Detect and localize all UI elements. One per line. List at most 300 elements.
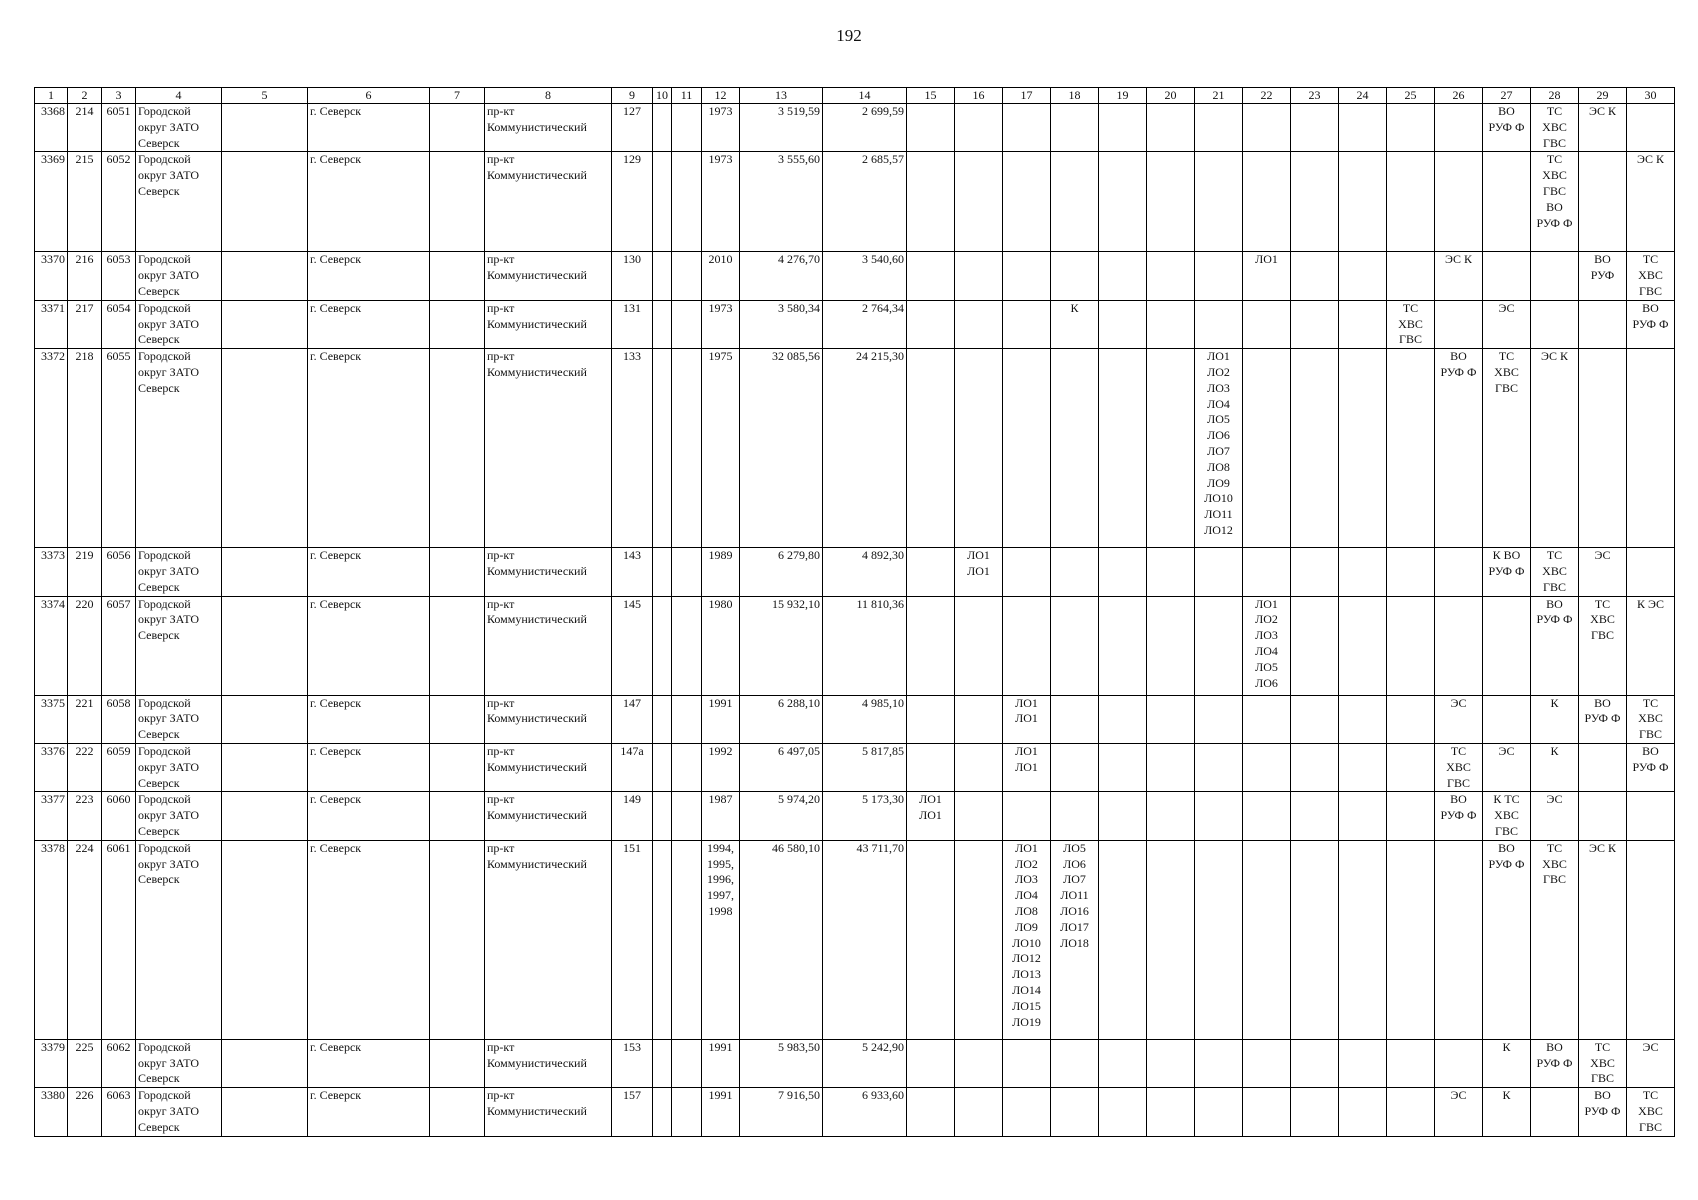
cell-col-3: 6054 [102,300,136,348]
cell-col-14: 5 242,90 [823,1039,907,1087]
cell-col-19 [1099,548,1147,596]
cell-col-24 [1339,104,1387,152]
cell-col-8: пр-кт Коммунистический [485,695,612,743]
cell-col-3: 6056 [102,548,136,596]
table-row [35,743,1675,791]
cell-col-25 [1387,596,1435,695]
table-row [35,300,1675,348]
cell-col-16 [955,840,1003,1039]
cell-col-26: ЭС [1435,1088,1483,1136]
cell-col-2: 215 [68,152,102,252]
column-header-20: 20 [1147,88,1195,104]
cell-col-19 [1099,1039,1147,1087]
cell-col-26 [1435,300,1483,348]
cell-col-23 [1291,300,1339,348]
cell-col-14: 5 817,85 [823,743,907,791]
cell-col-2: 223 [68,792,102,840]
cell-col-22 [1243,840,1291,1039]
cell-col-5 [222,1088,308,1136]
cell-col-1: 3372 [35,349,68,548]
cell-col-1: 3370 [35,252,68,300]
cell-col-16 [955,1088,1003,1136]
cell-col-7 [430,152,485,252]
cell-col-26: ЭС К [1435,252,1483,300]
cell-col-30 [1627,349,1675,548]
column-header-29: 29 [1579,88,1627,104]
cell-col-27: К [1483,1039,1531,1087]
column-header-27: 27 [1483,88,1531,104]
cell-col-3: 6055 [102,349,136,548]
cell-col-23 [1291,596,1339,695]
cell-col-22 [1243,1088,1291,1136]
cell-col-10 [653,252,672,300]
cell-col-20 [1147,349,1195,548]
cell-col-9: 143 [612,548,653,596]
column-header-15: 15 [907,88,955,104]
cell-col-27 [1483,596,1531,695]
cell-col-22 [1243,792,1291,840]
cell-col-14: 4 892,30 [823,548,907,596]
cell-col-20 [1147,840,1195,1039]
cell-col-19 [1099,1088,1147,1136]
cell-col-6: г. Северск [308,743,430,791]
cell-col-5 [222,152,308,252]
cell-col-4: Городской округ ЗАТО Северск [136,743,222,791]
cell-col-8: пр-кт Коммунистический [485,792,612,840]
cell-col-5 [222,300,308,348]
cell-col-4: Городской округ ЗАТО Северск [136,252,222,300]
cell-col-24 [1339,840,1387,1039]
cell-col-15 [907,349,955,548]
cell-col-21 [1195,548,1243,596]
cell-col-7 [430,252,485,300]
cell-col-5 [222,743,308,791]
cell-col-18 [1051,743,1099,791]
cell-col-3: 6053 [102,252,136,300]
cell-col-6: г. Северск [308,1088,430,1136]
cell-col-18 [1051,252,1099,300]
cell-col-19 [1099,152,1147,252]
cell-col-23 [1291,152,1339,252]
cell-col-26: ТС ХВС ГВС [1435,743,1483,791]
cell-col-12: 1980 [702,596,740,695]
cell-col-27 [1483,252,1531,300]
cell-col-25 [1387,695,1435,743]
column-header-14: 14 [823,88,907,104]
cell-col-29: ТС ХВС ГВС [1579,596,1627,695]
cell-col-16 [955,596,1003,695]
cell-col-1: 3378 [35,840,68,1039]
cell-col-27: ЭС [1483,743,1531,791]
cell-col-27: ТС ХВС ГВС [1483,349,1531,548]
cell-col-4: Городской округ ЗАТО Северск [136,1088,222,1136]
cell-col-28: ВО РУФ Ф [1531,1039,1579,1087]
cell-col-28: ТС ХВС ГВС ВО РУФ Ф [1531,152,1579,252]
cell-col-30: ЭС [1627,1039,1675,1087]
cell-col-10 [653,792,672,840]
cell-col-4: Городской округ ЗАТО Северск [136,792,222,840]
cell-col-20 [1147,1039,1195,1087]
cell-col-11 [672,104,702,152]
cell-col-23 [1291,1039,1339,1087]
cell-col-6: г. Северск [308,349,430,548]
cell-col-14: 43 711,70 [823,840,907,1039]
cell-col-3: 6052 [102,152,136,252]
cell-col-30: ТС ХВС ГВС [1627,252,1675,300]
cell-col-17 [1003,1088,1051,1136]
cell-col-13: 3 580,34 [740,300,823,348]
cell-col-25 [1387,792,1435,840]
cell-col-30: ТС ХВС ГВС [1627,695,1675,743]
cell-col-21 [1195,743,1243,791]
cell-col-29: ЭС К [1579,840,1627,1039]
column-header-6: 6 [308,88,430,104]
cell-col-14: 6 933,60 [823,1088,907,1136]
cell-col-19 [1099,349,1147,548]
cell-col-9: 127 [612,104,653,152]
cell-col-9: 145 [612,596,653,695]
cell-col-1: 3374 [35,596,68,695]
cell-col-11 [672,300,702,348]
cell-col-30: ВО РУФ Ф [1627,743,1675,791]
cell-col-11 [672,548,702,596]
cell-col-23 [1291,695,1339,743]
cell-col-28: ТС ХВС ГВС [1531,548,1579,596]
register-table [34,87,1675,1137]
cell-col-28: ЭС [1531,792,1579,840]
column-header-13: 13 [740,88,823,104]
cell-col-30 [1627,792,1675,840]
cell-col-13: 46 580,10 [740,840,823,1039]
table-row [35,792,1675,840]
cell-col-25 [1387,252,1435,300]
cell-col-2: 216 [68,252,102,300]
cell-col-7 [430,548,485,596]
cell-col-22 [1243,548,1291,596]
table-row [35,548,1675,596]
cell-col-12: 1991 [702,695,740,743]
cell-col-17 [1003,1039,1051,1087]
cell-col-18: К [1051,300,1099,348]
cell-col-28: К [1531,695,1579,743]
table-row [35,840,1675,1039]
cell-col-1: 3369 [35,152,68,252]
cell-col-5 [222,104,308,152]
cell-col-24 [1339,1088,1387,1136]
column-header-8: 8 [485,88,612,104]
cell-col-29: ТС ХВС ГВС [1579,1039,1627,1087]
cell-col-26: ЭС [1435,695,1483,743]
cell-col-14: 11 810,36 [823,596,907,695]
cell-col-14: 24 215,30 [823,349,907,548]
cell-col-15 [907,252,955,300]
cell-col-6: г. Северск [308,596,430,695]
cell-col-9: 133 [612,349,653,548]
cell-col-28: К [1531,743,1579,791]
cell-col-30 [1627,104,1675,152]
cell-col-30 [1627,548,1675,596]
cell-col-24 [1339,743,1387,791]
cell-col-7 [430,596,485,695]
cell-col-15 [907,695,955,743]
cell-col-15 [907,548,955,596]
cell-col-10 [653,1039,672,1087]
cell-col-12: 1987 [702,792,740,840]
cell-col-29 [1579,792,1627,840]
cell-col-1: 3380 [35,1088,68,1136]
cell-col-28 [1531,1088,1579,1136]
cell-col-27: К ВО РУФ Ф [1483,548,1531,596]
column-header-17: 17 [1003,88,1051,104]
column-header-12: 12 [702,88,740,104]
cell-col-13: 5 983,50 [740,1039,823,1087]
table-row [35,1088,1675,1136]
cell-col-13: 3 519,59 [740,104,823,152]
cell-col-17: ЛО1 ЛО1 [1003,695,1051,743]
cell-col-19 [1099,695,1147,743]
cell-col-6: г. Северск [308,300,430,348]
cell-col-25 [1387,548,1435,596]
cell-col-11 [672,596,702,695]
cell-col-15 [907,152,955,252]
cell-col-4: Городской округ ЗАТО Северск [136,695,222,743]
cell-col-11 [672,743,702,791]
cell-col-14: 2 764,34 [823,300,907,348]
cell-col-12: 1992 [702,743,740,791]
cell-col-27 [1483,695,1531,743]
cell-col-9: 130 [612,252,653,300]
cell-col-13: 32 085,56 [740,349,823,548]
cell-col-12: 1994, 1995, 1996, 1997, 1998 [702,840,740,1039]
cell-col-11 [672,152,702,252]
cell-col-26 [1435,152,1483,252]
cell-col-16 [955,349,1003,548]
cell-col-15 [907,104,955,152]
cell-col-24 [1339,596,1387,695]
column-header-11: 11 [672,88,702,104]
cell-col-27: К ТС ХВС ГВС [1483,792,1531,840]
cell-col-13: 15 932,10 [740,596,823,695]
cell-col-24 [1339,300,1387,348]
cell-col-4: Городской округ ЗАТО Северск [136,1039,222,1087]
cell-col-19 [1099,792,1147,840]
cell-col-10 [653,349,672,548]
cell-col-20 [1147,300,1195,348]
cell-col-7 [430,792,485,840]
table-row [35,252,1675,300]
cell-col-23 [1291,743,1339,791]
cell-col-6: г. Северск [308,695,430,743]
cell-col-2: 221 [68,695,102,743]
cell-col-7 [430,104,485,152]
cell-col-18 [1051,1088,1099,1136]
cell-col-13: 6 279,80 [740,548,823,596]
cell-col-8: пр-кт Коммунистический [485,104,612,152]
cell-col-7 [430,349,485,548]
cell-col-9: 153 [612,1039,653,1087]
cell-col-16 [955,695,1003,743]
cell-col-29 [1579,300,1627,348]
cell-col-25 [1387,840,1435,1039]
cell-col-1: 3371 [35,300,68,348]
cell-col-3: 6059 [102,743,136,791]
cell-col-27 [1483,152,1531,252]
cell-col-7 [430,840,485,1039]
cell-col-25: ТС ХВС ГВС [1387,300,1435,348]
cell-col-2: 217 [68,300,102,348]
cell-col-6: г. Северск [308,792,430,840]
cell-col-30: ЭС К [1627,152,1675,252]
cell-col-26 [1435,548,1483,596]
cell-col-23 [1291,1088,1339,1136]
cell-col-11 [672,1039,702,1087]
cell-col-28: ТС ХВС ГВС [1531,104,1579,152]
cell-col-20 [1147,548,1195,596]
column-header-5: 5 [222,88,308,104]
table-row [35,152,1675,252]
cell-col-11 [672,349,702,548]
cell-col-13: 4 276,70 [740,252,823,300]
cell-col-1: 3379 [35,1039,68,1087]
cell-col-19 [1099,104,1147,152]
cell-col-9: 147а [612,743,653,791]
cell-col-24 [1339,349,1387,548]
cell-col-15: ЛО1 ЛО1 [907,792,955,840]
cell-col-17 [1003,548,1051,596]
cell-col-28: ТС ХВС ГВС [1531,840,1579,1039]
cell-col-9: 147 [612,695,653,743]
cell-col-4: Городской округ ЗАТО Северск [136,104,222,152]
cell-col-20 [1147,596,1195,695]
cell-col-17 [1003,152,1051,252]
cell-col-17 [1003,104,1051,152]
cell-col-23 [1291,840,1339,1039]
cell-col-28: ВО РУФ Ф [1531,596,1579,695]
cell-col-22 [1243,104,1291,152]
cell-col-5 [222,252,308,300]
cell-col-10 [653,743,672,791]
cell-col-2: 222 [68,743,102,791]
cell-col-12: 2010 [702,252,740,300]
cell-col-10 [653,695,672,743]
cell-col-24 [1339,548,1387,596]
cell-col-21 [1195,152,1243,252]
cell-col-18: ЛО5 ЛО6 ЛО7 ЛО11 ЛО16 ЛО17 ЛО18 [1051,840,1099,1039]
cell-col-20 [1147,152,1195,252]
cell-col-5 [222,548,308,596]
cell-col-28 [1531,252,1579,300]
cell-col-30: К ЭС [1627,596,1675,695]
cell-col-21 [1195,104,1243,152]
cell-col-12: 1991 [702,1088,740,1136]
column-header-2: 2 [68,88,102,104]
cell-col-22 [1243,152,1291,252]
cell-col-13: 5 974,20 [740,792,823,840]
cell-col-7 [430,300,485,348]
cell-col-13: 7 916,50 [740,1088,823,1136]
cell-col-22 [1243,349,1291,548]
cell-col-11 [672,840,702,1039]
cell-col-1: 3375 [35,695,68,743]
cell-col-5 [222,792,308,840]
cell-col-19 [1099,252,1147,300]
cell-col-16 [955,252,1003,300]
cell-col-27: ВО РУФ Ф [1483,104,1531,152]
cell-col-4: Городской округ ЗАТО Северск [136,152,222,252]
column-header-30: 30 [1627,88,1675,104]
column-header-9: 9 [612,88,653,104]
cell-col-30 [1627,840,1675,1039]
cell-col-18 [1051,1039,1099,1087]
column-header-25: 25 [1387,88,1435,104]
cell-col-8: пр-кт Коммунистический [485,840,612,1039]
cell-col-5 [222,349,308,548]
cell-col-23 [1291,104,1339,152]
cell-col-4: Городской округ ЗАТО Северск [136,840,222,1039]
cell-col-4: Городской округ ЗАТО Северск [136,300,222,348]
cell-col-26 [1435,596,1483,695]
cell-col-2: 226 [68,1088,102,1136]
cell-col-23 [1291,792,1339,840]
cell-col-4: Городской округ ЗАТО Северск [136,349,222,548]
cell-col-5 [222,1039,308,1087]
cell-col-21 [1195,1039,1243,1087]
cell-col-15 [907,1039,955,1087]
cell-col-17: ЛО1 ЛО1 [1003,743,1051,791]
cell-col-11 [672,252,702,300]
cell-col-21 [1195,596,1243,695]
cell-col-21 [1195,300,1243,348]
cell-col-6: г. Северск [308,152,430,252]
cell-col-8: пр-кт Коммунистический [485,596,612,695]
cell-col-24 [1339,792,1387,840]
cell-col-6: г. Северск [308,1039,430,1087]
cell-col-6: г. Северск [308,840,430,1039]
cell-col-23 [1291,252,1339,300]
cell-col-12: 1973 [702,300,740,348]
cell-col-29: ВО РУФ [1579,252,1627,300]
cell-col-15 [907,596,955,695]
cell-col-1: 3373 [35,548,68,596]
cell-col-19 [1099,300,1147,348]
cell-col-11 [672,792,702,840]
table-row [35,695,1675,743]
column-header-10: 10 [653,88,672,104]
cell-col-26: ВО РУФ Ф [1435,349,1483,548]
cell-col-1: 3368 [35,104,68,152]
cell-col-8: пр-кт Коммунистический [485,300,612,348]
cell-col-3: 6058 [102,695,136,743]
cell-col-16 [955,152,1003,252]
cell-col-16 [955,792,1003,840]
cell-col-23 [1291,349,1339,548]
cell-col-24 [1339,252,1387,300]
cell-col-17 [1003,252,1051,300]
cell-col-3: 6060 [102,792,136,840]
cell-col-8: пр-кт Коммунистический [485,1039,612,1087]
cell-col-29: ЭС К [1579,104,1627,152]
cell-col-7 [430,743,485,791]
cell-col-18 [1051,695,1099,743]
cell-col-24 [1339,152,1387,252]
cell-col-25 [1387,1039,1435,1087]
cell-col-16 [955,1039,1003,1087]
cell-col-16 [955,104,1003,152]
cell-col-14: 3 540,60 [823,252,907,300]
cell-col-22 [1243,1039,1291,1087]
cell-col-15 [907,743,955,791]
cell-col-3: 6057 [102,596,136,695]
